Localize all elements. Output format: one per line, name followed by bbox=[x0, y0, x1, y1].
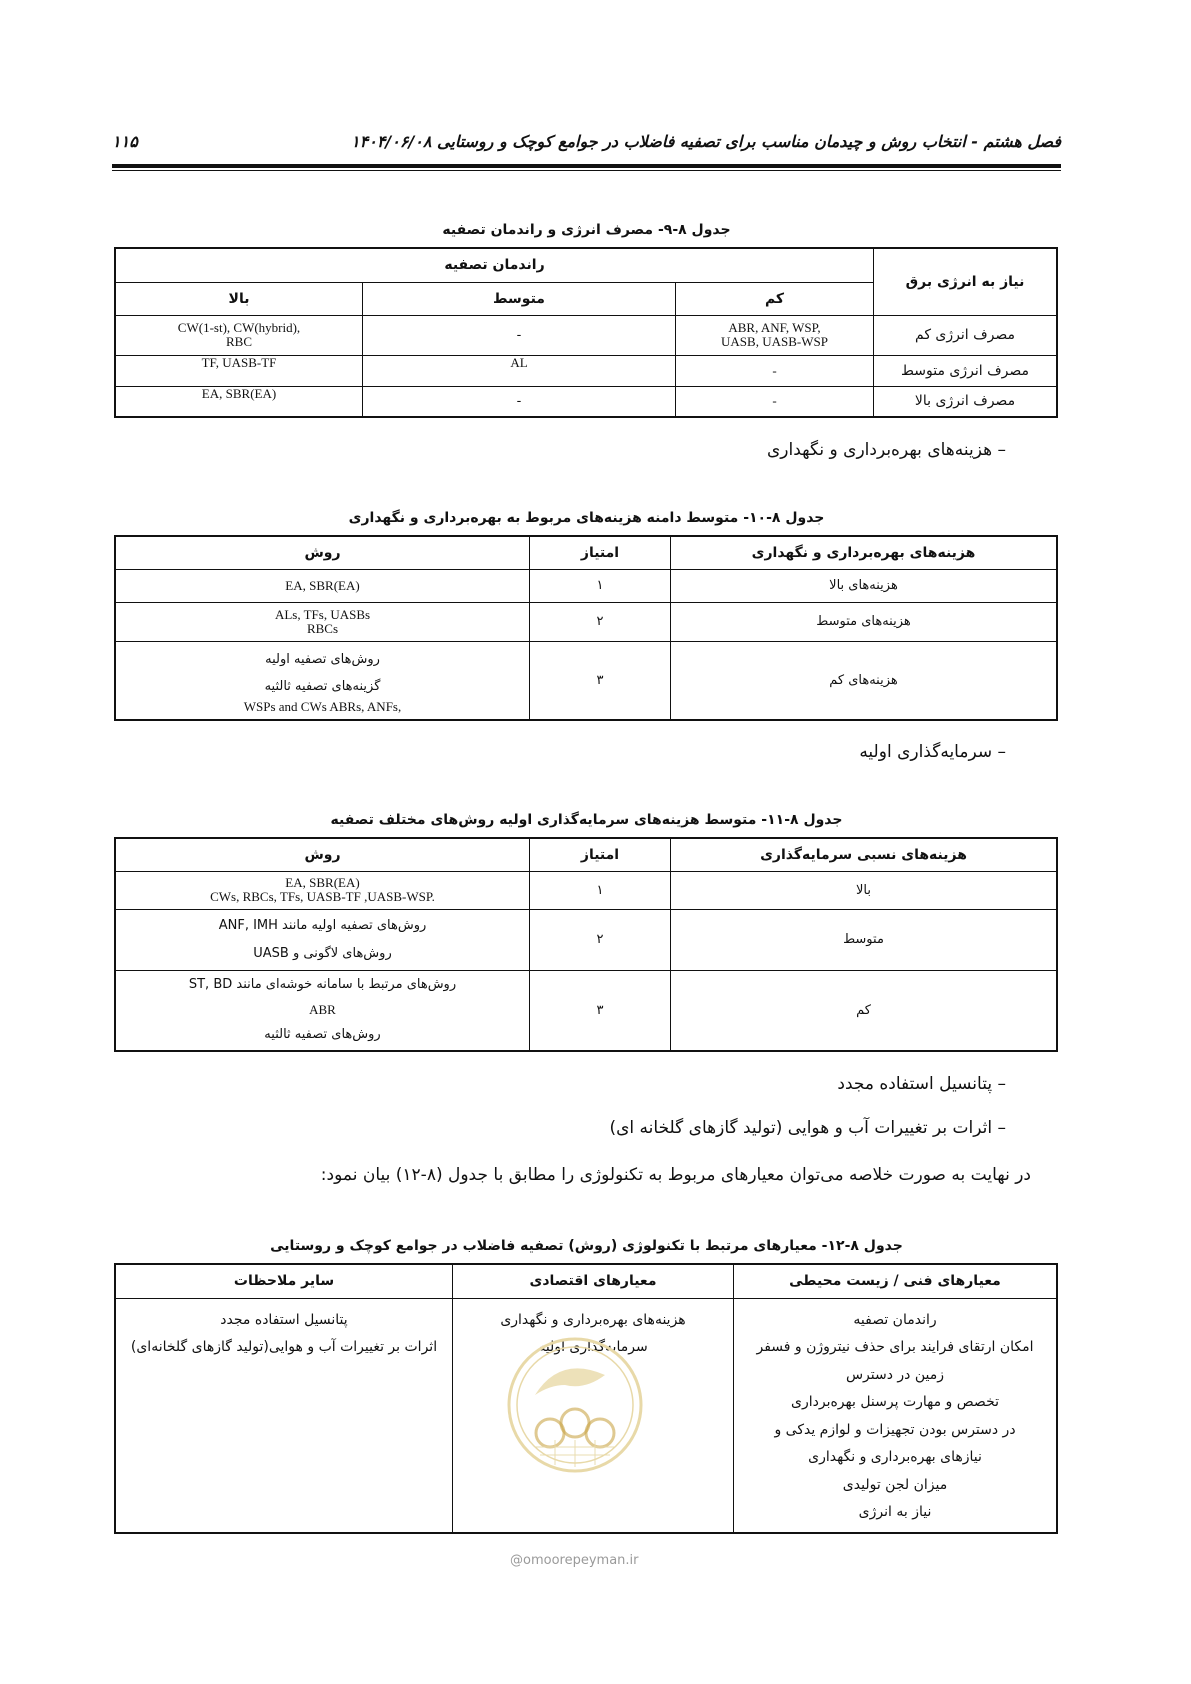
row-label: مصرف انرژی بالا bbox=[874, 386, 1058, 417]
cost-level: هزینه‌های متوسط bbox=[671, 602, 1058, 641]
cell-text: ABR, ANF, WSP, bbox=[728, 320, 821, 335]
page-number: ۱۱۵ bbox=[112, 132, 138, 151]
header-title: فصل هشتم - انتخاب روش و چیدمان مناسب برای تصفیه فاضلاب در جوامع کوچک و روستایی ۱۴۰۴/۰۶/۰۸ bbox=[351, 132, 1061, 151]
method-text: روش‌های مرتبط با سامانه خوشه‌ای مانند ST, BD bbox=[188, 977, 457, 993]
score: ۲ bbox=[530, 602, 671, 641]
investment-cost-table bbox=[114, 837, 1058, 1052]
table1-header-low: کم bbox=[676, 282, 874, 315]
table3-header-cost: هزینه‌های نسبی سرمایه‌گذاری bbox=[671, 838, 1058, 871]
method-text: ALs, TFs, UASBs bbox=[274, 606, 371, 622]
operation-cost-table bbox=[114, 535, 1058, 721]
method-text: EA, SBR(EA) bbox=[285, 577, 360, 593]
method-text: ABR bbox=[309, 1002, 336, 1018]
cell-high bbox=[115, 355, 363, 386]
method-text: روش‌های لاگونی و UASB bbox=[253, 945, 392, 961]
criteria-item: امکان ارتقای فرایند برای حذف نیتروژن و فسفر bbox=[756, 1339, 1034, 1355]
criteria-item: هزینه‌های بهره‌برداری و نگهداری bbox=[500, 1311, 686, 1328]
cell-text: AL bbox=[510, 354, 528, 370]
other-criteria-cell bbox=[115, 1298, 453, 1533]
bullet-reuse-potential: – پتانسیل استفاده مجدد bbox=[837, 1074, 1006, 1094]
tech-criteria-cell bbox=[734, 1298, 1058, 1533]
table3-header-method: روش bbox=[115, 838, 530, 871]
cell-mid: - bbox=[363, 315, 676, 355]
table4-caption: جدول ۸-۱۲- معیارهای مرتبط با تکنولوژی (روش) تصفیه فاضلاب در جوامع کوچک و روستایی bbox=[270, 1238, 903, 1254]
methods bbox=[115, 909, 530, 970]
table-row bbox=[115, 641, 1057, 720]
summary-paragraph: در نهایت به صورت خلاصه می‌توان معیارهای مربوط به تکنولوژی را مطابق با جدول (۸-۱۲) بیان نمود: bbox=[320, 1165, 1031, 1185]
row-label: مصرف انرژی کم bbox=[874, 315, 1058, 355]
method-text: روش‌های تصفیه اولیه bbox=[265, 652, 380, 668]
cell-low bbox=[676, 315, 874, 355]
bullet-operation-costs: – هزینه‌های بهره‌برداری و نگهداری bbox=[767, 440, 1006, 460]
cell-low bbox=[676, 355, 874, 386]
cost-level: کم bbox=[671, 970, 1058, 1051]
cost-level: متوسط bbox=[671, 909, 1058, 970]
table-row bbox=[115, 386, 1057, 417]
method-text: CWs, RBCs, TFs, UASB-TF ,UASB-WSP. bbox=[210, 889, 435, 904]
table3-header-score: امتیاز bbox=[530, 838, 671, 871]
criteria-item: زمین در دسترس bbox=[845, 1366, 945, 1383]
cell-low bbox=[676, 386, 874, 417]
watermark-text: @omoorepeyman.ir bbox=[510, 1553, 639, 1568]
table2-caption: جدول ۸-۱۰- متوسط دامنه هزینه‌های مربوط به بهره‌برداری و نگهداری bbox=[348, 510, 825, 526]
method-text: روش‌های تصفیه اولیه مانند ANF, IMH bbox=[218, 917, 427, 933]
score: ۱ bbox=[530, 569, 671, 602]
criteria-item: اثرات بر تغییرات آب و هوایی(تولید گازهای گلخانه‌ای) bbox=[130, 1339, 438, 1355]
methods bbox=[115, 602, 530, 641]
watermark-seal-icon bbox=[505, 1335, 645, 1475]
cost-level: هزینه‌های بالا bbox=[671, 569, 1058, 602]
score: ۳ bbox=[530, 641, 671, 720]
methods bbox=[115, 569, 530, 602]
cell-text: TF, UASB-TF bbox=[201, 354, 277, 370]
table-row bbox=[115, 970, 1057, 1051]
table-row bbox=[115, 602, 1057, 641]
table2-header-method: روش bbox=[115, 536, 530, 569]
method-text: WSPs and CWs ABRs, ANFs, bbox=[243, 699, 402, 715]
table2-header-score: امتیاز bbox=[530, 536, 671, 569]
cell-text: - bbox=[772, 362, 777, 378]
table2-header-cost: هزینه‌های بهره‌برداری و نگهداری bbox=[671, 536, 1058, 569]
table3-caption: جدول ۸-۱۱- متوسط هزینه‌های سرمایه‌گذاری اولیه روش‌های مختلف تصفیه bbox=[330, 812, 843, 828]
criteria-item: نیاز به انرژی bbox=[858, 1504, 932, 1520]
criteria-item: سرمایه‌گذاری اولیه bbox=[538, 1339, 648, 1355]
table1-header-energy: نیاز به انرژی برق bbox=[874, 248, 1058, 315]
cell-text: - bbox=[772, 393, 777, 409]
cost-level: هزینه‌های کم bbox=[671, 641, 1058, 720]
cell-text: CW(1-st), CW(hybrid), bbox=[177, 320, 301, 335]
table4-header-tech: معیارهای فنی / زیست محیطی bbox=[734, 1264, 1058, 1298]
criteria-item: راندمان تصفیه bbox=[853, 1311, 937, 1328]
table-row bbox=[115, 355, 1057, 386]
criteria-item: پتانسیل استفاده مجدد bbox=[220, 1311, 348, 1328]
criteria-item: در دسترس بودن تجهیزات و لوازم یدکی و bbox=[774, 1421, 1016, 1438]
table-row bbox=[115, 315, 1057, 355]
score: ۱ bbox=[530, 871, 671, 909]
cost-level: بالا bbox=[671, 871, 1058, 909]
table1-header-high: بالا bbox=[115, 282, 363, 315]
header-rule bbox=[112, 164, 1061, 168]
methods bbox=[115, 641, 530, 720]
table4-header-econ: معیارهای اقتصادی bbox=[453, 1264, 734, 1298]
criteria-item: میزان لجن تولیدی bbox=[842, 1476, 948, 1493]
cell-mid: - bbox=[363, 386, 676, 417]
score: ۳ bbox=[530, 970, 671, 1051]
criteria-item: نیازهای بهره‌برداری و نگهداری bbox=[808, 1449, 982, 1465]
cell-text: RBC bbox=[225, 334, 252, 349]
cell-high bbox=[115, 315, 363, 355]
table-row bbox=[115, 871, 1057, 909]
cell-text: EA, SBR(EA) bbox=[201, 385, 277, 401]
bullet-climate-impact: – اثرات بر تغییرات آب و هوایی (تولید گازهای گلخانه ای) bbox=[609, 1118, 1006, 1138]
row-label: مصرف انرژی متوسط bbox=[874, 355, 1058, 386]
method-text: EA, SBR(EA) bbox=[285, 875, 360, 890]
header-rule-thin bbox=[112, 170, 1061, 171]
method-text: گزینه‌های تصفیه ثالثیه bbox=[264, 679, 381, 695]
table1-header-mid: متوسط bbox=[363, 282, 676, 315]
criteria-item: تخصص و مهارت پرسنل بهره‌برداری bbox=[791, 1394, 999, 1410]
table1-caption: جدول ۸-۹- مصرف انرژی و راندمان تصفیه bbox=[442, 222, 731, 238]
bullet-initial-investment: – سرمایه‌گذاری اولیه bbox=[859, 742, 1006, 762]
score: ۲ bbox=[530, 909, 671, 970]
table-row bbox=[115, 569, 1057, 602]
method-text: RBCs bbox=[306, 620, 339, 636]
methods bbox=[115, 970, 530, 1051]
methods bbox=[115, 871, 530, 909]
table1-header-efficiency: راندمان تصفیه bbox=[115, 248, 874, 282]
cell-mid bbox=[363, 355, 676, 386]
method-text: روش‌های تصفیه ثالثیه bbox=[264, 1027, 381, 1043]
energy-efficiency-table bbox=[114, 247, 1058, 418]
table4-header-other: سایر ملاحظات bbox=[115, 1264, 453, 1298]
cell-high bbox=[115, 386, 363, 417]
cell-text: UASB, UASB-WSP bbox=[721, 334, 828, 349]
table-row bbox=[115, 909, 1057, 970]
page-header bbox=[112, 132, 1061, 154]
